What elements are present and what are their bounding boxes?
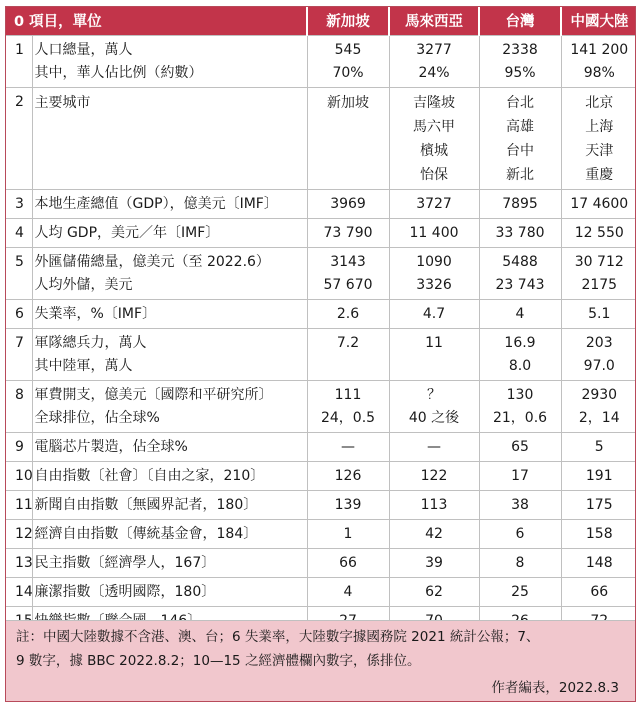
cell-value: 42 bbox=[425, 525, 443, 542]
cell-singapore bbox=[307, 380, 389, 432]
cell-value: 3969 bbox=[330, 195, 366, 212]
row-number: 9 bbox=[6, 432, 32, 461]
cell-malaysia bbox=[389, 328, 479, 380]
row-number: 7 bbox=[6, 328, 32, 380]
row-item bbox=[32, 218, 307, 247]
header-mainland-china: 中國大陸 bbox=[561, 7, 636, 35]
cell-value: 2930 bbox=[581, 386, 618, 403]
cell-malaysia bbox=[389, 87, 479, 189]
cell-value: 8.0 bbox=[508, 357, 532, 374]
cell-value: 4.7 bbox=[422, 305, 446, 322]
cell-singapore bbox=[307, 577, 389, 606]
row-number: 12 bbox=[6, 519, 32, 548]
row-item bbox=[32, 548, 307, 577]
row-number: 13 bbox=[6, 548, 32, 577]
cell-value: 24% bbox=[418, 64, 450, 81]
cell-value: 97.0 bbox=[583, 357, 615, 374]
cell-value: 141 200 bbox=[570, 41, 629, 58]
cell-value: 66 bbox=[590, 583, 609, 600]
cell-malaysia bbox=[389, 247, 479, 299]
cell-mainland-china bbox=[561, 299, 636, 328]
cell-value: 70% bbox=[332, 64, 364, 81]
cell-value: 6 bbox=[515, 525, 525, 542]
item-label: 軍隊總兵力，萬人 bbox=[34, 334, 147, 351]
cell-singapore bbox=[307, 328, 389, 380]
cell-malaysia bbox=[389, 380, 479, 432]
cell-mainland-china bbox=[561, 432, 636, 461]
cell-malaysia bbox=[389, 35, 479, 87]
cell-mainland-china bbox=[561, 490, 636, 519]
cell-value: 新加坡 bbox=[327, 94, 370, 111]
cell-singapore bbox=[307, 519, 389, 548]
row-number: 2 bbox=[6, 87, 32, 189]
cell-value: 3143 bbox=[330, 253, 366, 270]
cell-taiwan bbox=[479, 380, 561, 432]
cell-value: 馬六甲 bbox=[413, 118, 456, 135]
cell-malaysia bbox=[389, 519, 479, 548]
comparison-table bbox=[6, 7, 636, 664]
cell-value: 11 400 bbox=[409, 224, 459, 241]
cell-singapore bbox=[307, 35, 389, 87]
row-item bbox=[32, 577, 307, 606]
cell-mainland-china bbox=[561, 247, 636, 299]
cell-value: 4 bbox=[515, 305, 525, 322]
item-label: 新聞自由指數〔無國界記者，180〕 bbox=[34, 496, 258, 513]
row-item bbox=[32, 87, 307, 189]
cell-value: 111 bbox=[334, 386, 362, 403]
item-label: 全球排位，佔全球% bbox=[34, 409, 160, 426]
row-item bbox=[32, 380, 307, 432]
cell-value: 3727 bbox=[416, 195, 452, 212]
cell-value: 1090 bbox=[416, 253, 452, 270]
item-label: 主要城市 bbox=[34, 94, 91, 111]
cell-value: — bbox=[427, 438, 442, 455]
cell-taiwan bbox=[479, 189, 561, 218]
item-label: 人均外儲，美元 bbox=[34, 276, 133, 293]
item-label: 失業率，%〔IMF〕 bbox=[34, 305, 157, 322]
cell-value: 2，14 bbox=[578, 409, 620, 426]
row-item bbox=[32, 461, 307, 490]
table-row bbox=[6, 299, 636, 328]
table-row bbox=[6, 247, 636, 299]
cell-value: 高雄 bbox=[506, 118, 535, 135]
cell-value: 吉隆坡 bbox=[413, 94, 456, 111]
cell-malaysia bbox=[389, 490, 479, 519]
cell-value: 2175 bbox=[581, 276, 618, 293]
cell-malaysia bbox=[389, 299, 479, 328]
cell-taiwan bbox=[479, 35, 561, 87]
row-item bbox=[32, 432, 307, 461]
cell-value: 62 bbox=[425, 583, 443, 600]
cell-taiwan bbox=[479, 577, 561, 606]
cell-value: 33 780 bbox=[495, 224, 545, 241]
cell-mainland-china bbox=[561, 189, 636, 218]
cell-value: 11 bbox=[425, 334, 443, 351]
cell-mainland-china bbox=[561, 461, 636, 490]
cell-mainland-china bbox=[561, 218, 636, 247]
cell-value: 191 bbox=[585, 467, 613, 484]
row-number: 4 bbox=[6, 218, 32, 247]
cell-value: 1 bbox=[343, 525, 353, 542]
item-label: 廉潔指數〔透明國際，180〕 bbox=[34, 583, 216, 600]
cell-value: 66 bbox=[339, 554, 357, 571]
header-singapore: 新加坡 bbox=[307, 7, 389, 35]
item-label: 軍費開支，億美元〔國際和平研究所〕 bbox=[34, 386, 273, 403]
table-row bbox=[6, 218, 636, 247]
footnote-line-1: 註：中國大陸數據不含港、澳、台；6 失業率，大陸數字據國務院 2021 統計公報；7、 bbox=[16, 629, 540, 645]
row-item bbox=[32, 328, 307, 380]
cell-value: 12 550 bbox=[574, 224, 624, 241]
footnote bbox=[6, 620, 635, 701]
cell-mainland-china bbox=[561, 380, 636, 432]
cell-singapore bbox=[307, 432, 389, 461]
row-number: 1 bbox=[6, 35, 32, 87]
cell-value: 158 bbox=[585, 525, 613, 542]
table-row bbox=[6, 35, 636, 87]
table-body bbox=[6, 35, 636, 664]
cell-value: 3326 bbox=[416, 276, 452, 293]
cell-taiwan bbox=[479, 87, 561, 189]
table-row bbox=[6, 432, 636, 461]
cell-value: 175 bbox=[585, 496, 613, 513]
cell-value: 7.2 bbox=[336, 334, 360, 351]
cell-value: 57 670 bbox=[323, 276, 373, 293]
cell-value: 16.9 bbox=[504, 334, 536, 351]
cell-mainland-china bbox=[561, 519, 636, 548]
cell-mainland-china bbox=[561, 577, 636, 606]
cell-taiwan bbox=[479, 218, 561, 247]
cell-singapore bbox=[307, 490, 389, 519]
cell-malaysia bbox=[389, 218, 479, 247]
cell-malaysia bbox=[389, 577, 479, 606]
cell-value: 3277 bbox=[416, 41, 452, 58]
row-number: 11 bbox=[6, 490, 32, 519]
cell-value: 23 743 bbox=[495, 276, 545, 293]
cell-value: 重慶 bbox=[585, 166, 614, 183]
cell-value: 2338 bbox=[502, 41, 538, 58]
comparison-table-container bbox=[5, 6, 636, 702]
header-row bbox=[6, 7, 636, 35]
row-number: 14 bbox=[6, 577, 32, 606]
cell-mainland-china bbox=[561, 548, 636, 577]
cell-value: 30 712 bbox=[574, 253, 624, 270]
cell-value: 17 4600 bbox=[570, 195, 629, 212]
cell-singapore bbox=[307, 299, 389, 328]
item-label: 其中陸軍，萬人 bbox=[34, 357, 133, 374]
cell-taiwan bbox=[479, 490, 561, 519]
cell-value: 台中 bbox=[506, 142, 535, 159]
cell-value: 38 bbox=[511, 496, 529, 513]
cell-value: 39 bbox=[425, 554, 443, 571]
item-label: 電腦芯片製造，佔全球% bbox=[34, 438, 188, 455]
cell-malaysia bbox=[389, 189, 479, 218]
cell-value: 檳城 bbox=[420, 142, 449, 159]
cell-taiwan bbox=[479, 461, 561, 490]
row-number: 10 bbox=[6, 461, 32, 490]
item-label: 人均 GDP，美元／年〔IMF〕 bbox=[34, 224, 220, 241]
cell-value: 113 bbox=[420, 496, 448, 513]
cell-singapore bbox=[307, 247, 389, 299]
cell-taiwan bbox=[479, 548, 561, 577]
row-item bbox=[32, 35, 307, 87]
table-row bbox=[6, 490, 636, 519]
row-number: 5 bbox=[6, 247, 32, 299]
cell-value: 21，0.6 bbox=[492, 409, 548, 426]
item-label: 本地生產總值（GDP），億美元〔IMF〕 bbox=[34, 195, 278, 212]
cell-taiwan bbox=[479, 432, 561, 461]
cell-value: 130 bbox=[506, 386, 534, 403]
cell-value: 上海 bbox=[585, 118, 614, 135]
header-taiwan: 台灣 bbox=[479, 7, 561, 35]
cell-value: 7895 bbox=[502, 195, 538, 212]
cell-value: 148 bbox=[585, 554, 613, 571]
row-item bbox=[32, 490, 307, 519]
cell-value: 5 bbox=[594, 438, 604, 455]
table-row bbox=[6, 577, 636, 606]
table-row bbox=[6, 380, 636, 432]
header-malaysia: 馬來西亞 bbox=[389, 7, 479, 35]
cell-singapore bbox=[307, 189, 389, 218]
cell-value: 台北 bbox=[506, 94, 535, 111]
cell-value bbox=[308, 355, 389, 378]
table-row bbox=[6, 87, 636, 189]
cell-value: 126 bbox=[334, 467, 362, 484]
footnote-line-2: 9 數字，據 BBC 2022.8.2；10—15 之經濟體欄內數字，係排位。 bbox=[16, 653, 421, 669]
row-number: 3 bbox=[6, 189, 32, 218]
table-row bbox=[6, 548, 636, 577]
cell-value: 122 bbox=[420, 467, 448, 484]
cell-value: 4 bbox=[343, 583, 353, 600]
row-item bbox=[32, 189, 307, 218]
cell-value: 5488 bbox=[502, 253, 538, 270]
table-row bbox=[6, 519, 636, 548]
cell-value: 2.6 bbox=[336, 305, 360, 322]
cell-value: 5.1 bbox=[588, 305, 611, 322]
cell-value: 25 bbox=[511, 583, 529, 600]
cell-value: 545 bbox=[334, 41, 362, 58]
item-label: 其中，華人佔比例（約數） bbox=[34, 64, 203, 81]
cell-singapore bbox=[307, 87, 389, 189]
cell-taiwan bbox=[479, 519, 561, 548]
cell-value bbox=[390, 355, 479, 378]
row-number: 6 bbox=[6, 299, 32, 328]
item-label: 人口總量，萬人 bbox=[34, 41, 133, 58]
cell-taiwan bbox=[479, 328, 561, 380]
cell-singapore bbox=[307, 461, 389, 490]
cell-singapore bbox=[307, 218, 389, 247]
cell-value: 17 bbox=[511, 467, 529, 484]
item-label: 外匯儲備總量，億美元（至 2022.6） bbox=[34, 253, 270, 270]
cell-singapore bbox=[307, 548, 389, 577]
cell-value: 8 bbox=[515, 554, 525, 571]
cell-value: 新北 bbox=[506, 166, 535, 183]
item-label: 民主指數〔經濟學人，167〕 bbox=[34, 554, 216, 571]
table-row bbox=[6, 328, 636, 380]
item-label: 經濟自由指數〔傳統基金會，184〕 bbox=[34, 525, 258, 542]
cell-malaysia bbox=[389, 548, 479, 577]
cell-mainland-china bbox=[561, 87, 636, 189]
header-item: 0 項目，單位 bbox=[6, 7, 307, 35]
cell-value: 65 bbox=[511, 438, 529, 455]
cell-value: 怡保 bbox=[420, 166, 449, 183]
cell-value: 天津 bbox=[585, 142, 614, 159]
cell-value: 98% bbox=[583, 64, 615, 81]
cell-value: — bbox=[341, 438, 356, 455]
cell-malaysia bbox=[389, 432, 479, 461]
cell-value: 73 790 bbox=[323, 224, 373, 241]
cell-taiwan bbox=[479, 299, 561, 328]
cell-taiwan bbox=[479, 247, 561, 299]
cell-mainland-china bbox=[561, 328, 636, 380]
item-label: 自由指數〔社會〕〔自由之家，210〕 bbox=[34, 467, 265, 484]
table-row bbox=[6, 189, 636, 218]
cell-value: ？ bbox=[427, 386, 442, 403]
row-item bbox=[32, 519, 307, 548]
cell-value: 24，0.5 bbox=[320, 409, 376, 426]
cell-mainland-china bbox=[561, 35, 636, 87]
row-item bbox=[32, 299, 307, 328]
table-row bbox=[6, 461, 636, 490]
author-credit: 作者編表，2022.8.3 bbox=[491, 680, 619, 696]
row-number: 8 bbox=[6, 380, 32, 432]
cell-value: 40 之後 bbox=[408, 409, 460, 426]
cell-malaysia bbox=[389, 461, 479, 490]
cell-value: 北京 bbox=[585, 94, 614, 111]
row-item bbox=[32, 247, 307, 299]
cell-value: 139 bbox=[334, 496, 362, 513]
cell-value: 203 bbox=[585, 334, 613, 351]
cell-value: 95% bbox=[504, 64, 536, 81]
